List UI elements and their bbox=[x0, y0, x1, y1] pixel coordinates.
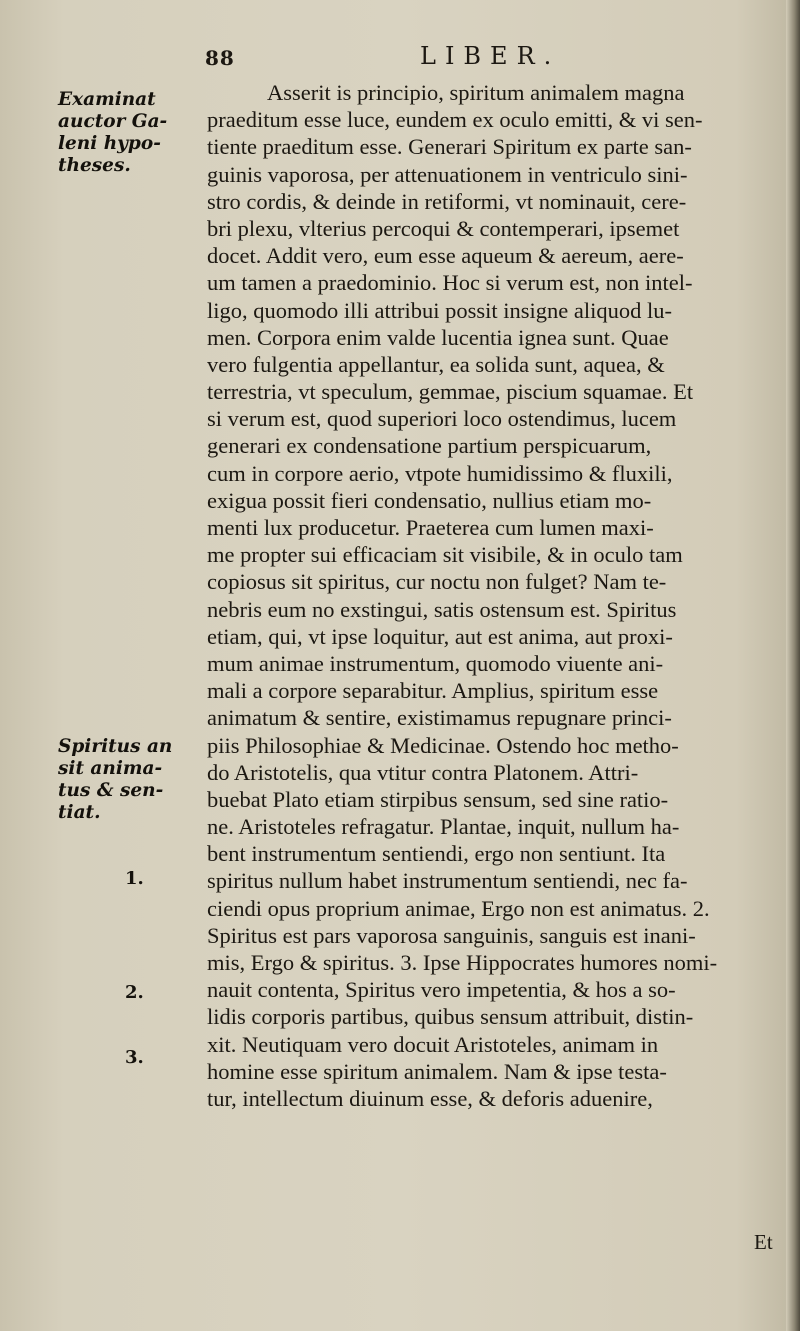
text-line: animatum & sentire, existimamus repugnare princi- bbox=[207, 705, 672, 731]
text-line: guinis vaporosa, per attenuationem in ventriculo sini- bbox=[207, 161, 688, 187]
text-line: um tamen a praedominio. Hoc si verum est, non intel- bbox=[207, 270, 693, 296]
text-line: mum animae instrumentum, quomodo viuente ani- bbox=[207, 650, 664, 676]
text-line: bri plexu, vlterius percoqui & contemperari, ipsemet bbox=[207, 215, 680, 241]
text-line: homine esse spiritum animalem. Nam & ipse testa- bbox=[207, 1058, 667, 1084]
text-line: xit. Neutiquam vero docuit Aristoteles, animam in bbox=[207, 1031, 659, 1057]
text-line: me propter sui efficaciam sit visibile, & in oculo tam bbox=[207, 542, 683, 568]
text-line: Spiritus est pars vaporosa sanguinis, sanguis est inani- bbox=[207, 922, 696, 948]
text-line: praeditum esse luce, eundem ex oculo emitti, & vi sen- bbox=[207, 107, 703, 133]
running-head: LIBER. bbox=[420, 42, 561, 70]
text-line: terrestria, vt speculum, gemmae, piscium squamae. Et bbox=[207, 379, 694, 405]
text-line: piis Philosophiae & Medicinae. Ostendo hoc metho- bbox=[207, 732, 679, 758]
text-line: nebris eum no exstingui, satis ostensum est. Spiritus bbox=[207, 596, 677, 622]
text-line: do Aristotelis, qua vtitur contra Platonem. Attri- bbox=[207, 759, 639, 785]
body-text bbox=[207, 79, 797, 1112]
text-line: Asserit is principio, spiritum animalem magna bbox=[267, 80, 685, 105]
text-line: ligo, quomodo illi attribui possit insigne aliquod lu- bbox=[207, 297, 672, 323]
marginal-note-examinat: Examinat auctor Ga- leni hypo- theses. bbox=[58, 89, 168, 176]
text-line: men. Corpora enim valde lucentia ignea sunt. Quae bbox=[207, 324, 669, 350]
text-line: tiente praeditum esse. Generari Spiritum ex parte san- bbox=[207, 134, 692, 160]
text-line: tur, intellectum diuinum esse, & deforis aduenire, bbox=[207, 1085, 653, 1111]
text-line: stro cordis, & deinde in retiformi, vt nominauit, cere- bbox=[207, 188, 687, 214]
margin-number-3: 3. bbox=[125, 1047, 144, 1068]
text-line: ne. Aristoteles refragatur. Plantae, inquit, nullum ha- bbox=[207, 814, 680, 840]
text-line: si verum est, quod superiori loco ostendimus, lucem bbox=[207, 406, 677, 432]
text-line: etiam, qui, vt ipse loquitur, aut est anima, aut proxi- bbox=[207, 623, 673, 649]
page-header bbox=[0, 38, 800, 78]
text-line: docet. Addit vero, eum esse aqueum & aereum, aere- bbox=[207, 243, 684, 269]
text-line: ciendi opus proprium animae, Ergo non est animatus. 2. bbox=[207, 895, 710, 921]
text-line: nauit contenta, Spiritus vero impetentia, & hos a so- bbox=[207, 977, 676, 1003]
text-line: menti lux producetur. Praeterea cum lumen maxi- bbox=[207, 515, 654, 540]
text-line: spiritus nullum habet instrumentum sentiendi, nec fa- bbox=[207, 868, 688, 894]
margin-number-2: 2. bbox=[125, 982, 144, 1003]
text-line: exigua possit fieri condensatio, nullius etiam mo- bbox=[207, 487, 652, 513]
catchword: Et bbox=[754, 1230, 773, 1254]
text-line: lidis corporis partibus, quibus sensum attribuit, distin- bbox=[207, 1004, 694, 1030]
text-line: buebat Plato etiam stirpibus sensum, sed sine ratio- bbox=[207, 786, 669, 812]
text-line: cum in corpore aerio, vtpote humidissimo & fluxili, bbox=[207, 460, 673, 486]
text-line: bent instrumentum sentiendi, ergo non sentiunt. Ita bbox=[207, 841, 666, 867]
marginal-note-spiritus: Spiritus an sit anima- tus & sen- tiat. bbox=[58, 736, 173, 823]
text-line: mali a corpore separabitur. Amplius, spiritum esse bbox=[207, 678, 659, 704]
margin-number-1: 1. bbox=[125, 868, 144, 889]
text-line: vero fulgentia appellantur, ea solida sunt, aquea, & bbox=[207, 351, 665, 377]
text-line: copiosus sit spiritus, cur noctu non fulget? Nam te- bbox=[207, 569, 667, 595]
text-line: mis, Ergo & spiritus. 3. Ipse Hippocrates humores nomi- bbox=[207, 950, 718, 975]
page-number: 88 bbox=[205, 46, 235, 70]
text-line: generari ex condensatione partium perspicuarum, bbox=[207, 433, 652, 459]
